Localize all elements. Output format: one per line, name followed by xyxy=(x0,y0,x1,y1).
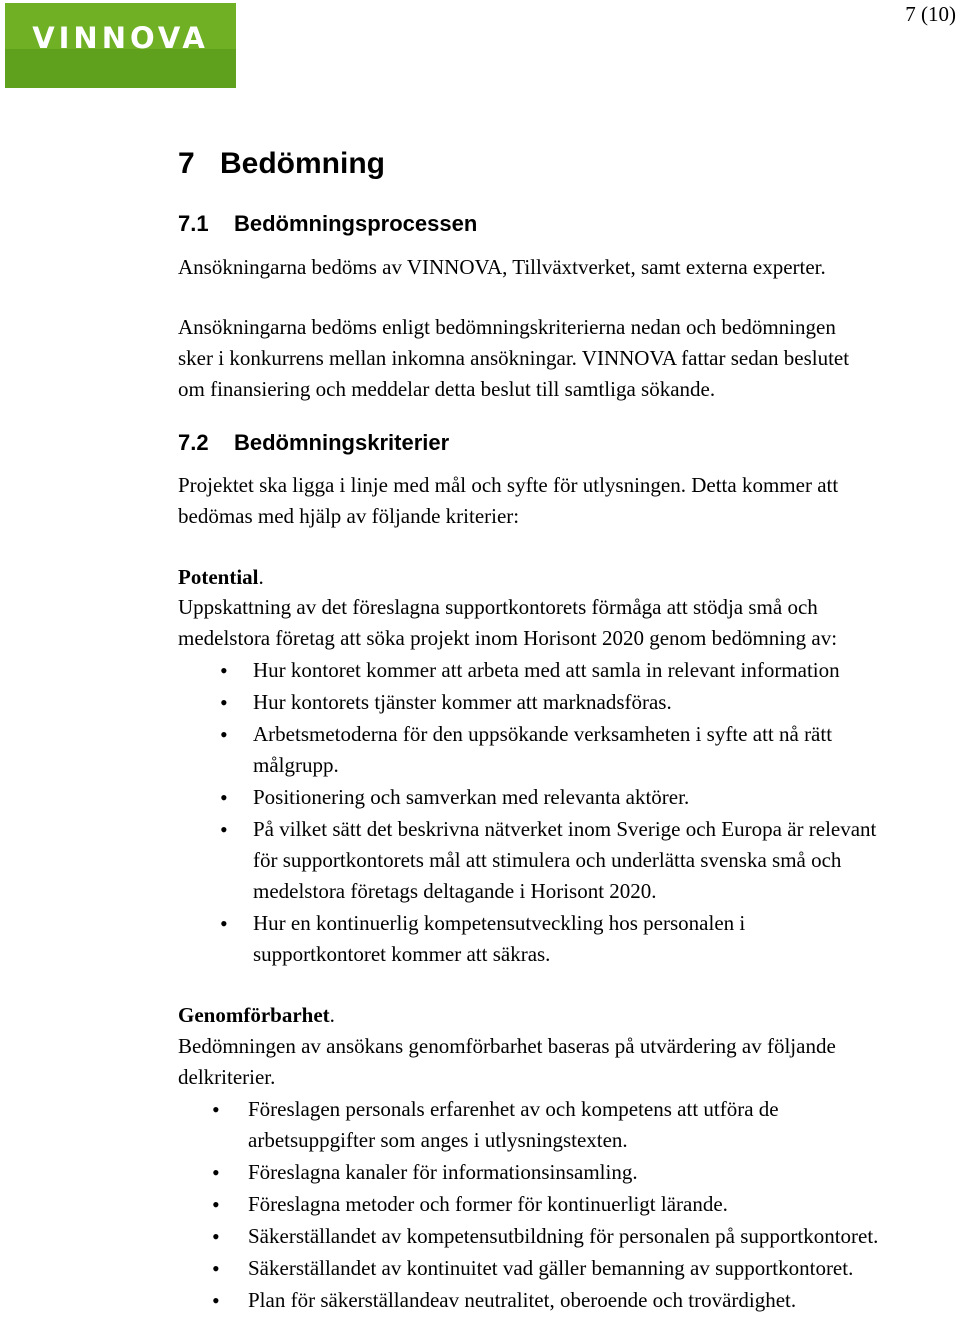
list-item xyxy=(212,1157,948,1188)
list-item-text: Positionering och samverkan med relevanta aktörer. xyxy=(253,785,690,809)
subsection-title: Bedömningsprocessen xyxy=(234,211,478,236)
bullet-icon: • xyxy=(220,911,228,936)
subsection-number: 7.2 xyxy=(178,430,209,455)
list-item xyxy=(220,782,953,813)
list-item-text: Säkerställandet av kontinuitet vad gäller bemanning av supportkontoret. xyxy=(248,1256,854,1280)
bullet-icon: • xyxy=(212,1288,220,1313)
paragraph-process-2: Ansökningarna bedöms enligt bedömningskriterierna nedan och bedömningen sker i konkurrens mellan inkomna ansökningar. VINNOVA fattar sedan beslutet om finansiering och meddelar detta beslut till samtliga sökande. xyxy=(178,315,850,401)
list-item-text: Föreslagna kanaler för informationsinsamling. xyxy=(248,1160,638,1184)
paragraph-criteria-intro: Projektet ska ligga i linje med mål och syfte för utlysningen. Detta kommer att bedömas med hjälp av följande kriterier: xyxy=(178,473,839,528)
list-item xyxy=(220,719,953,781)
list-item-text: På vilket sätt det beskrivna nätverket inom Sverige och Europa är relevant för supportkontorets mål att stimulera och underlätta svenska små och medelstora företags deltagande i Horisont 2020. xyxy=(253,817,877,903)
list-item xyxy=(220,908,953,970)
bullet-icon: • xyxy=(212,1160,220,1185)
criterion-label-genomforbarhet: Genomförbarhet. xyxy=(178,1003,335,1027)
list-item xyxy=(212,1221,948,1252)
section-number: 7 xyxy=(178,147,195,180)
bullet-list-genomforbarhet xyxy=(212,1094,948,1317)
list-item-text: Arbetsmetoderna för den uppsökande verksamheten i syfte att nå rätt målgrupp. xyxy=(253,722,833,777)
bullet-icon: • xyxy=(212,1224,220,1249)
bullet-list-potential xyxy=(220,655,953,971)
section-heading xyxy=(178,146,385,182)
subsection-number: 7.1 xyxy=(178,211,209,236)
list-item xyxy=(212,1285,948,1316)
paragraph-potential: Uppskattning av det föreslagna supportkontorets förmåga att stödja små och medelstora företag att söka projekt inom Horisont 2020 genom bedömning av: xyxy=(178,595,838,650)
page-number: 7 (10) xyxy=(905,2,956,26)
bullet-icon: • xyxy=(220,658,228,683)
list-item-text: Föreslagna metoder och former för kontinuerligt lärande. xyxy=(248,1192,728,1216)
list-item xyxy=(220,814,953,907)
list-item xyxy=(212,1094,948,1156)
paragraph-process-1: Ansökningarna bedöms av VINNOVA, Tillväxtverket, samt externa experter. xyxy=(178,255,826,279)
bullet-icon: • xyxy=(220,785,228,810)
bullet-icon: • xyxy=(212,1192,220,1217)
criterion-label-potential: Potential. xyxy=(178,565,264,589)
list-item xyxy=(212,1189,948,1220)
subsection-title: Bedömningskriterier xyxy=(234,430,450,455)
bullet-icon: • xyxy=(220,690,228,715)
list-item-text: Säkerställandet av kompetensutbildning för personalen på supportkontoret. xyxy=(248,1224,879,1248)
list-item-text: Föreslagen personals erfarenhet av och kompetens att utföra de arbetsuppgifter som anges i utlysningstexten. xyxy=(248,1097,779,1152)
bullet-icon: • xyxy=(220,817,228,842)
paragraph-genomforbarhet: Bedömningen av ansökans genomförbarhet baseras på utvärdering av följande delkriterier. xyxy=(178,1034,836,1089)
bullet-icon: • xyxy=(212,1097,220,1122)
subsection-heading-7-1 xyxy=(178,211,477,237)
bullet-icon: • xyxy=(220,722,228,747)
logo-wordmark: VINNOVA xyxy=(32,21,209,55)
section-title: Bedömning xyxy=(220,147,385,180)
list-item xyxy=(212,1253,948,1284)
list-item-text: Plan för säkerställandeav neutralitet, oberoende och trovärdighet. xyxy=(248,1288,797,1312)
subsection-heading-7-2 xyxy=(178,430,449,456)
bullet-icon: • xyxy=(212,1256,220,1281)
list-item-text: Hur kontorets tjänster kommer att marknadsföras. xyxy=(253,690,672,714)
vinnova-logo xyxy=(5,3,236,88)
list-item xyxy=(220,687,953,718)
list-item-text: Hur kontoret kommer att arbeta med att samla in relevant information xyxy=(253,658,840,682)
list-item-text: Hur en kontinuerlig kompetensutveckling hos personalen i supportkontoret kommer att säkras. xyxy=(253,911,746,966)
list-item xyxy=(220,655,953,686)
